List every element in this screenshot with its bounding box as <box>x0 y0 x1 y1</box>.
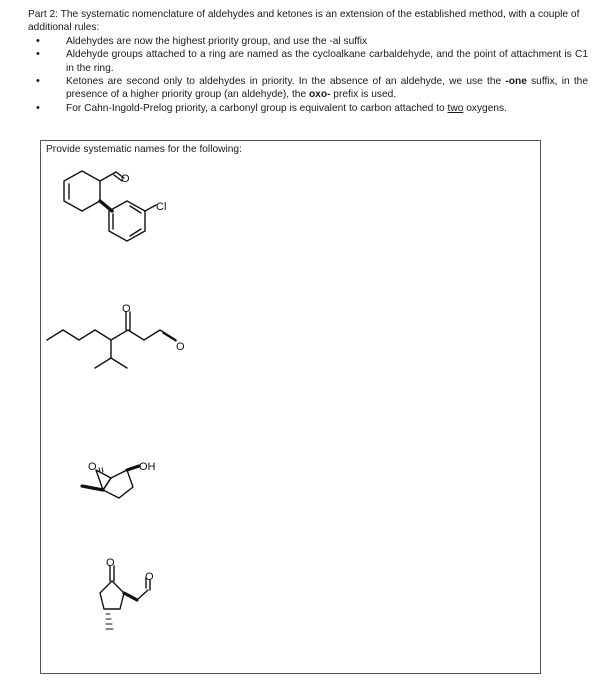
aromatic-bond <box>130 206 141 213</box>
rule-item: • Aldehyde groups attached to a ring are named as the cycloalkane carbaldehyde, and the point of attachment is C1 in the ring. <box>28 48 588 75</box>
rule-text: prefix is used. <box>330 89 397 101</box>
epoxide-ring <box>96 470 111 490</box>
hydroxyl-label: OH <box>139 461 156 473</box>
methyl-wedge-bond <box>82 486 103 490</box>
rule-text: oxygens. <box>463 102 507 114</box>
oxygen-label: O <box>88 461 97 473</box>
question-prompt: Provide systematic names for the following: <box>46 144 242 155</box>
benzene-ring <box>109 201 145 241</box>
rule-text: Ketones are second only to aldehydes in priority. In the absence of an aldehyde, we use the <box>66 76 506 88</box>
aldehyde-double-bond <box>163 333 176 341</box>
suffix-term: -one <box>505 76 527 88</box>
structure-4 <box>100 566 150 629</box>
aldehyde-bond <box>100 172 116 181</box>
hydroxyl-wedge-bond <box>127 466 139 470</box>
side-chain-bond <box>137 590 148 600</box>
structure-2 <box>47 312 176 368</box>
aryl-wedge-bond <box>100 201 112 211</box>
structure-1 <box>64 171 156 241</box>
oxygen-label: O <box>106 557 115 569</box>
oxygen-label: O <box>122 303 131 315</box>
prefix-term: oxo- <box>308 89 331 101</box>
oxygen-label: O <box>121 173 130 185</box>
branch-bond <box>95 358 111 368</box>
oxygen-label: O <box>145 571 154 583</box>
cyclopentane-ring <box>100 581 124 609</box>
carbon-chain <box>47 330 176 340</box>
rule-item: • Aldehydes are now the highest priority group, and use the -al suffix <box>28 35 588 48</box>
chloro-bond <box>145 205 156 211</box>
side-chain-wedge-bond <box>124 593 137 600</box>
underlined-term: two <box>447 102 464 114</box>
chlorine-label: Cl <box>156 201 167 213</box>
rule-text: For Cahn-Ingold-Prelog priority, a carbonyl group is equivalent to carbon attached to <box>66 102 448 114</box>
section-heading: Part 2: The systematic nomenclature of aldehydes and ketones is an extension of the established method, with a couple of additional rules: <box>28 9 580 34</box>
rule-text: suffix, in the presence of a higher priority group (an aldehyde), the <box>66 76 588 101</box>
branch-bond <box>111 358 127 368</box>
oxygen-label: O <box>176 341 185 353</box>
aromatic-bond <box>130 229 141 236</box>
hash-mark <box>102 468 103 472</box>
